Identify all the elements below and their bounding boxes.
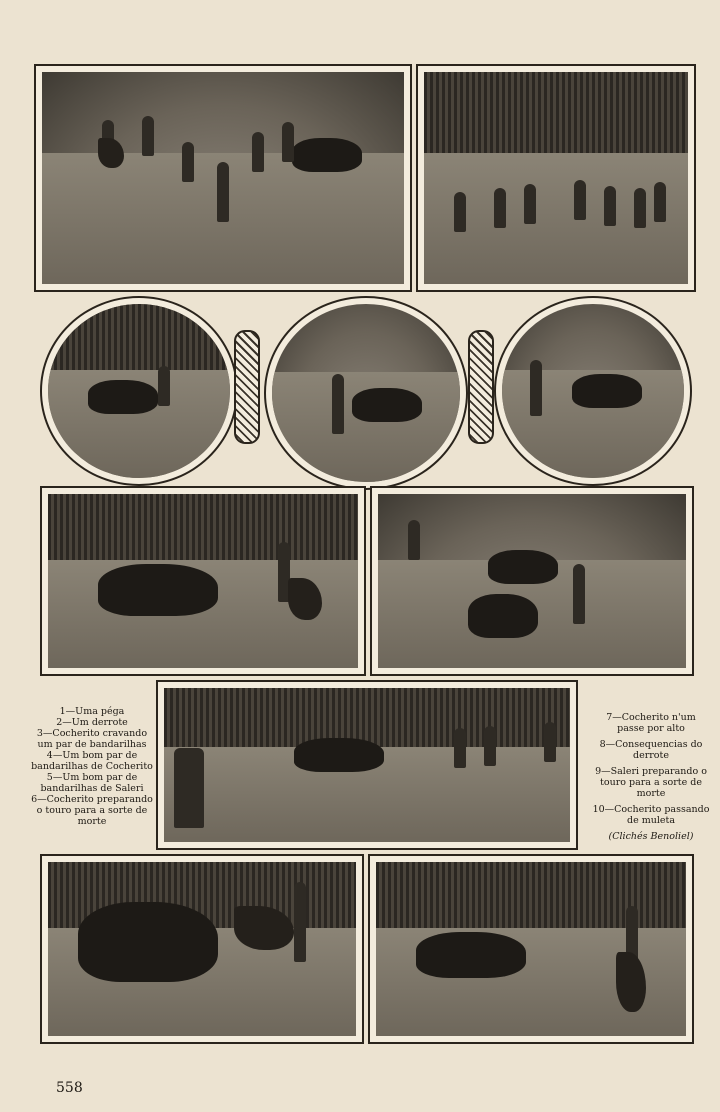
photo-image bbox=[42, 72, 404, 284]
photo-cocherito-preparando bbox=[40, 486, 366, 676]
caption-8: 8—Consequencias do derrote bbox=[599, 739, 703, 761]
photo-cocherito-cravando bbox=[40, 296, 238, 486]
photo-image bbox=[48, 862, 356, 1036]
photo-credit: (Clichés Benoliel) bbox=[608, 831, 694, 842]
captions-right bbox=[592, 712, 710, 847]
photo-um-derrote bbox=[416, 64, 696, 292]
photo-passando-muleta bbox=[368, 854, 694, 1044]
photo-bom-par-cocherito bbox=[264, 296, 468, 490]
photo-image bbox=[272, 304, 460, 482]
bull-figure bbox=[98, 564, 218, 616]
bull-figure bbox=[488, 550, 558, 584]
caption-9: 9—Saleri preparando o touro para a sorte de morte bbox=[595, 766, 707, 799]
photo-saleri-preparando bbox=[40, 854, 364, 1044]
photo-passe-por-alto bbox=[370, 486, 694, 676]
photo-bom-par-saleri bbox=[494, 296, 692, 486]
photo-consequencias-derrote bbox=[156, 680, 578, 850]
photo-image bbox=[378, 494, 686, 668]
photo-image bbox=[502, 304, 684, 478]
caption-10: 10—Cocherito passando de muleta bbox=[592, 804, 710, 826]
photo-uma-pega bbox=[34, 64, 412, 292]
ornament-right bbox=[468, 330, 494, 444]
caption-3: 3—Cocherito cravando um par de bandarilhas bbox=[36, 728, 148, 750]
caption-1: 1—Uma péga bbox=[59, 706, 125, 717]
bull-figure bbox=[292, 138, 362, 172]
caption-5: 5—Um bom par de bandarilhas de Saleri bbox=[40, 772, 144, 794]
caption-2: 2—Um derrote bbox=[56, 717, 128, 728]
bull-figure bbox=[352, 388, 422, 422]
photo-image bbox=[164, 688, 570, 842]
captions-left bbox=[28, 706, 156, 827]
page-number: 558 bbox=[56, 1080, 83, 1096]
bull-figure bbox=[416, 932, 526, 978]
ornament-left bbox=[234, 330, 260, 444]
photo-image bbox=[424, 72, 688, 284]
bull-figure bbox=[294, 738, 384, 772]
photo-image bbox=[376, 862, 686, 1036]
bull-figure bbox=[572, 374, 642, 408]
photo-image bbox=[48, 304, 230, 478]
caption-7: 7—Cocherito n'um passe por alto bbox=[606, 712, 696, 734]
photo-image bbox=[48, 494, 358, 668]
caption-4: 4—Um bom par de bandarilhas de Cocherito bbox=[31, 750, 153, 772]
bull-figure bbox=[88, 380, 158, 414]
bull-figure bbox=[78, 902, 218, 982]
caption-6: 6—Cocherito preparando o touro para a sorte de morte bbox=[31, 794, 153, 827]
